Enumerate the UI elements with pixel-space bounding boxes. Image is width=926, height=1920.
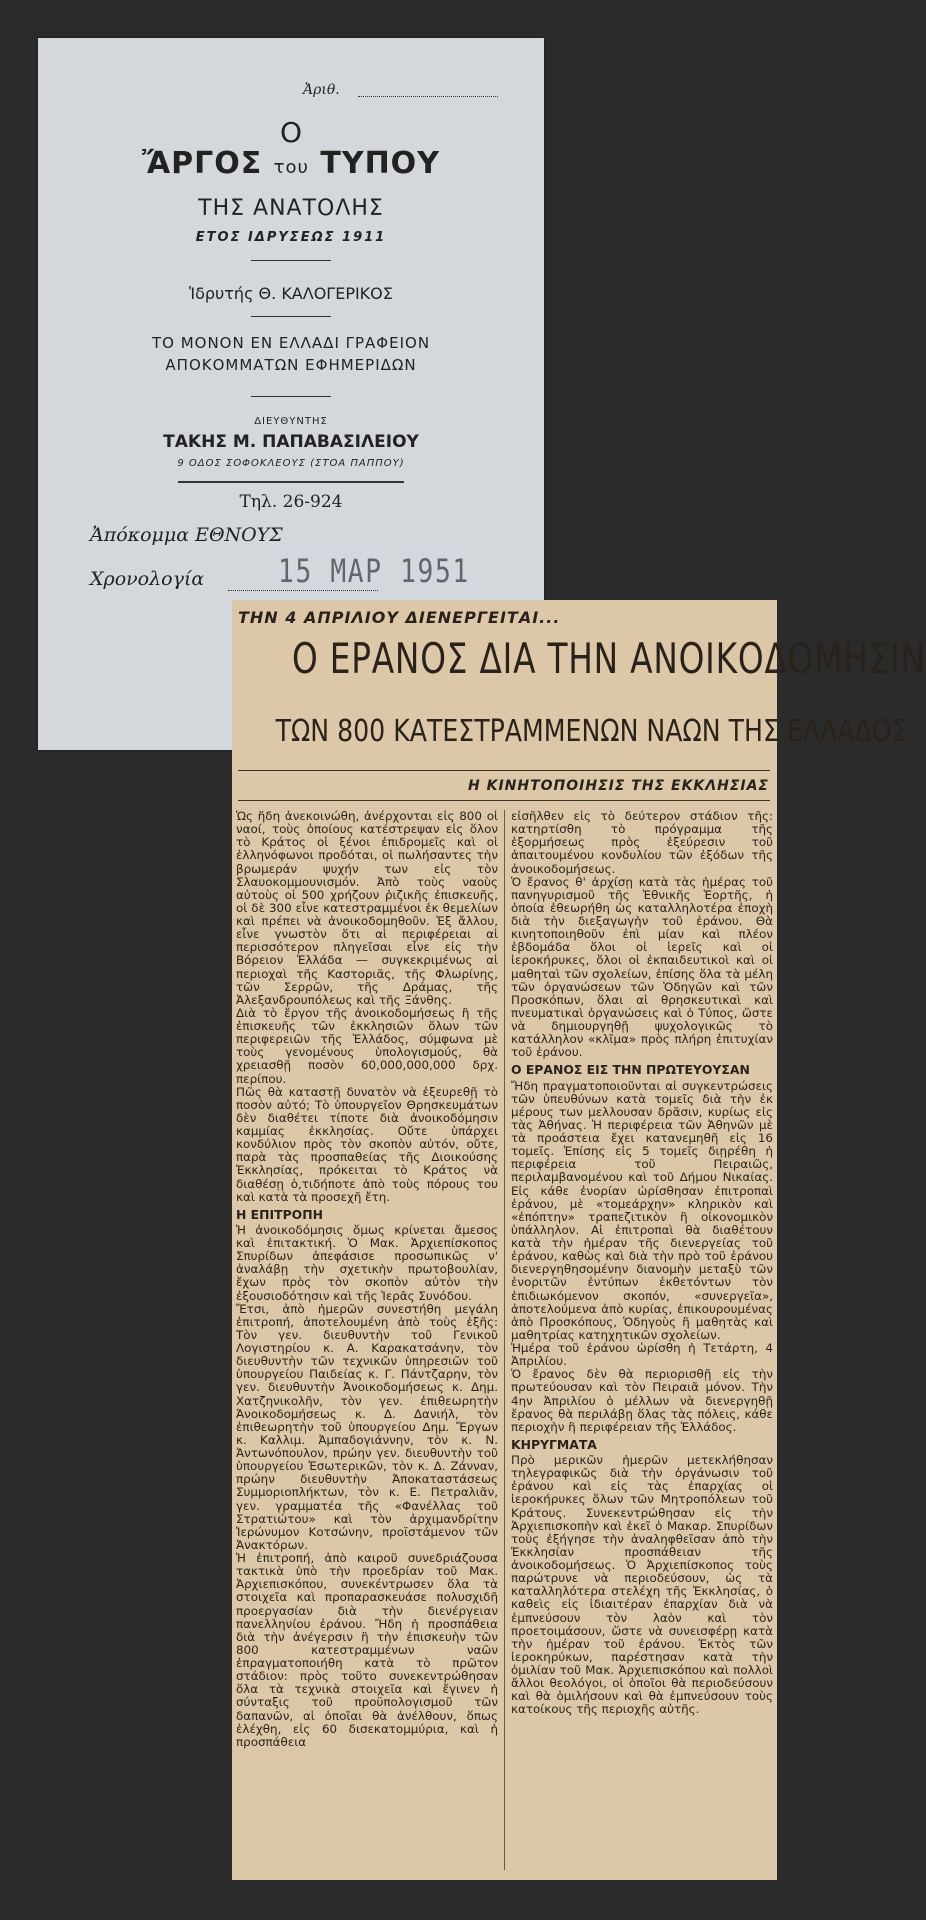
bureau-description-2: ΑΠΟΚΟΜΜΑΤΩΝ ΕΦΗΜΕΡΙΔΩΝ <box>165 356 417 374</box>
clipping-source: Ἀπόκομμα ΕΘΝΟΥΣ <box>90 524 283 546</box>
masthead-title <box>38 146 544 181</box>
paragraph: Ἡμέρα τοῦ ἐράνου ὡρίσθη ἡ Τετάρτη, 4 Ἀπριλίου. <box>511 1341 773 1369</box>
paragraph: εἰσῆλθεν εἰς τὸ δεύτερον στάδιον τῆς: κατηρτίσθη τὸ πρόγραμμα τῆς ἐξορμήσεως πρὸς ἐξεύρεσιν τοῦ ἀπαιτουμένου κονδυλίου τῶν ἐξόδων τῆς ἀνοικοδομήσεως. <box>511 809 773 876</box>
paragraph: Ἤδη πραγματοποιοῦνται αἱ συγκεντρώσεις τῶν ὑπευθύνων κατὰ τομεῖς διὰ τὴν ἐκ μέρους των μελλουσαν δρᾶσιν, κυρίως εἰς τὰς Ἀθήνας. Ἡ περιφέρεια τῶν Ἀθηνῶν μὲ τὰ προάστεια ἔχει κατανεμηθῆ εἰς 16 τομεῖς. Ἐπίσης εἰς 5 τομεῖς διῃρέθη ἡ περιφέρεια τοῦ Πειραιῶς, περιλαμβανομένου καὶ τοῦ Δήμου Νικαίας. Εἰς κάθε ἐνορίαν ὡρίσθησαν ἐπιτροπαὶ ἐράνου, μὲ «τομεάρχην» κληρικὸν καὶ «ἐπόπτην» τραπεζιτικὸν ἢ οἰκονομικὸν ὑπάλληλον. Αἱ ἐπιτροπαὶ θὰ διαθέτουν κατὰ τὴν ἡμέραν τῆς διενεργείας τοῦ ἐράνου, καθὼς καὶ διὰ τὴν πρὸ τοῦ ἐράνου διενεργηθησομένην διανομὴν μεταξὺ τῶν ἐνοριτῶν ἐντύπων ἐκθετόντων τὸν ἐπιδιωκόμενον σκοπόν, «συνεργεῖα», ἀποτελούμενα ἀπὸ κυρίας, ἐπικουρουμένας ἀπὸ Προσκόπους, Ὁδηγοὺς ἢ μαθητὰς καὶ μαθητρίας κατηχητικῶν σχολείων. <box>511 1078 773 1342</box>
telephone: Τηλ. 26-924 <box>239 492 343 512</box>
paragraph: Ἡ ἐπιτροπή, ἀπὸ καιροῦ συνεδριάζουσα τακτικὰ ὑπὸ τὴν προεδρίαν τοῦ Μακ. Ἀρχιεπισκόπου, συνεκέντρωσεν ὅλα τὰ στοιχεῖα καὶ προπαρασκευάσε πολυσχιδῆ προεργασίαν διὰ τὴν διενέργειαν πανελληνίου ἐράνου. Ἤδη ἡ προσπάθεια διὰ τὴν ἀνέγερσιν ἢ τὴν ἐπισκευὴν τῶν 800 κατεστραμμένων ναῶν ἐπραγματοποιήθη κατὰ τὸ πρῶτον στάδιον: πρὸς τοῦτο συνεκεντρώθησαν ὅλα τὰ τεχνικὰ στοιχεῖα καὶ ἔγινεν ἡ σύνταξις τοῦ προϋπολογισμοῦ τῶν δαπανῶν, αἱ ὁποῖαι θὰ ἀνέλθουν, ὅπως ἐλέχθη, εἰς 60 δισεκατομμύρια, καὶ ἡ προσπάθεια <box>236 1551 498 1749</box>
masthead-subtitle: ΤΗΣ ΑΝΑΤΟΛΗΣ <box>198 196 384 221</box>
section-heading: ΚΗΡΥΓΜΑΤΑ <box>511 1436 597 1452</box>
paragraph: Ὁ ἔρανος θ' ἀρχίσῃ κατὰ τὰς ἡμέρας τοῦ πανηγυρισμοῦ τῆς Ἐθνικῆς Ἑορτῆς, ἡ ὁποία ἐθεωρήθη ὡς καταλληλοτέρα ἐποχὴ διὰ τὴν διεξαγωγὴν τοῦ ἐράνου. Θὰ κινητοποιηθοῦν ἐπὶ μίαν καὶ πλέον ἑβδομάδα ὅλοι οἱ ἱερεῖς καὶ οἱ ἱεροκήρυκες, ὅλοι οἱ ἐκπαιδευτικοὶ καὶ οἱ μαθηταὶ τῶν σχολείων, ἐπίσης ὅλα τὰ μέλη τῶν ὀργανώσεων τῶν Ὁδηγῶν καὶ τῶν Προσκόπων, ὅλαι αἱ θρησκευτικαὶ καὶ πνευματικαὶ ὀργανώσεις καὶ ὁ Τύπος, ὥστε νὰ δημιουργηθῇ ψυχολογικῶς τὸ κατάλληλον «κλῖμα» πρὸς πλήρη ἐπιτυχίαν τοῦ ἐράνου. <box>511 874 773 1060</box>
article-kicker: ΤΗΝ 4 ΑΠΡΙΛΙΟΥ ΔΙΕΝΕΡΓΕΙΤΑΙ... <box>238 608 561 627</box>
newspaper-clipping <box>232 600 926 1880</box>
short-divider <box>251 396 331 397</box>
article-subhead: Η ΚΙΝΗΤΟΠΟΙΗΣΙΣ ΤΗΣ ΕΚΚΛΗΣΙΑΣ <box>468 778 769 794</box>
article-headline-2: ΤΩΝ 800 ΚΑΤΕΣΤΡΑΜΜΕΝΩΝ ΝΑΩΝ ΤΗΣ ΕΛΛΑΔΟΣ <box>275 714 908 749</box>
founding-year: ΕΤΟΣ ΙΔΡΥΣΕΩΣ 1911 <box>195 230 387 245</box>
article-column-left <box>236 810 498 1749</box>
masthead-title-part2: ΤΥΠΟΥ <box>320 146 440 181</box>
article-column-right <box>511 810 773 1717</box>
short-divider <box>251 316 331 317</box>
section-heading: Ο ΕΡΑΝΟΣ ΕΙΣ ΤΗΝ ΠΡΩΤΕΥΟΥΣΑΝ <box>511 1062 750 1078</box>
headline-rule <box>238 770 770 771</box>
date-dotted-line <box>228 590 378 591</box>
number-label: Ἀριθ. <box>303 82 340 98</box>
short-divider <box>251 260 331 261</box>
paragraph: Ὡς ἤδη ἀνεκοινώθη, ἀνέρχονται εἰς 800 οἱ ναοί, τοὺς ὁποίους κατέστρεψαν εἰς ὅλον τὸ Κράτος οἱ ξένοι ἐπιδρομεῖς καὶ οἱ ἑλληνόφωνοι προδόται, οἱ πωλήσαντες τὴν βρωμεράν ψυχήν των εἰς τὸν Σλαυοκομμουνισμόν. Ἀπὸ τοὺς ναοὺς αὐτοὺς οἱ 500 χρήζουν ῥιζικῆς ἐπισκευῆς, οἱ δὲ 300 εἶνε κατεστραμμένοι ἐκ θεμελίων καὶ πρέπει νὰ ἀνοικοδομηθοῦν. Ἐξ ἄλλου, εἶνε γνωστὸν ὅτι αἱ περιφέρειαι αἱ περισσότερον πληγεῖσαι εἶνε εἰς τὴν Βόρειον Ἑλλάδα — συγκεκριμένως αἱ περιοχαὶ τῆς Καστοριᾶς, τῆς Φλωρίνης, τῶν Σερρῶν, τῆς Δράμας, τῆς Ἀλεξανδρουπόλεως καὶ τῆς Ξάνθης. <box>236 809 498 1007</box>
date-stamp: 15 ΜΑΡ 1951 <box>278 552 470 590</box>
column-rule <box>504 810 505 1870</box>
paragraph: Πρὸ μερικῶν ἡμερῶν μετεκλήθησαν τηλεγραφικῶς διὰ τὴν ὀργάνωσιν τοῦ ἐράνου καὶ εἰς τὰς ἐπαρχίας οἱ ἱεροκήρυκες ὅλων τῶν Μητροπόλεων τοῦ Κράτους. Συνεκεντρώθησαν εἰς τὴν Ἀρχιεπισκοπὴν καὶ ἐκεῖ ὁ Μακαρ. Σπυρίδων τοὺς ἐξήγησε τὴν ἀναληφθεῖσαν ἀπὸ τὴν Ἐκκλησίαν προσπάθειαν τῆς ἀνοικοδομήσεως. Ὁ Ἀρχιεπίσκοπος τοὺς παρώτρυνε νὰ περιοδεύσουν, ὡς τὰ καταλληλότερα στελέχη τῆς Ἐκκλησίας, ὁ καθεὶς εἰς ἰδιαιτέραν ἐπαρχίαν διὰ νὰ ἐμπνεύσουν τὸν λαὸν καὶ τὸν προετοιμάσουν, ὥστε νὰ συνεισφέρῃ κατὰ τὴν ἡμέραν τοῦ ἐράνου. Ἐκτὸς τῶν ἱεροκηρύκων, παρέστησαν κατὰ τὴν ὁμιλίαν τοῦ Μακ. Ἀρχιεπισκόπου καὶ πολλοὶ ἄλλοι θεολόγοι, οἱ ὁποῖοι θὰ περιοδεύσουν καὶ θὰ ὁμιλήσουν καὶ θὰ ἐμπνεύσουν τοὺς κατοίκους τῆς περιοχῆς αὐτῆς. <box>511 1453 773 1717</box>
director-name: ΤΑΚΗΣ Μ. ΠΑΠΑΒΑΣΙΛΕΙΟΥ <box>163 432 419 452</box>
bureau-description-1: ΤΟ ΜΟΝΟΝ ΕΝ ΕΛΛΑΔΙ ΓΡΑΦΕΙΟΝ <box>151 334 431 352</box>
paragraph: Διὰ τὸ ἔργον τῆς ἀνοικοδομήσεως ἢ τῆς ἐπισκευῆς τῶν ἐκκλησιῶν ὅλων τῶν περιφερειῶν τῆς Ἑλλάδος, σύμφωνα μὲ τοὺς γενομένους ὑπολογισμούς, θὰ χρειασθῇ ποσὸν 60,000,000,000 δρχ. περίπου. <box>236 1005 498 1086</box>
address: 9 ΟΔΟΣ ΣΟΦΟΚΛΕΟΥΣ (ΣΤΟΑ ΠΑΠΠΟΥ) <box>177 458 405 469</box>
section-heading: Η ΕΠΙΤΡΟΠΗ <box>236 1206 323 1222</box>
masthead-article: Ο <box>279 116 303 149</box>
subhead-rule <box>238 800 770 801</box>
paragraph: Ἡ ἀνοικοδόμησις ὅμως κρίνεται ἄμεσος καὶ ἐπιτακτική. Ὁ Μακ. Ἀρχιεπίσκοπος Σπυρίδων ἀπεφάσισε προσωπικῶς ν' ἀναλάβῃ τὴν σχετικὴν πρωτοβουλίαν, ἔχων πρὸς τὸν σκοπὸν αὐτὸν τὴν ἐξουσιοδότησιν καὶ τῆς Ἱερᾶς Συνόδου. <box>236 1222 498 1303</box>
date-label: Χρονολογία <box>90 568 205 590</box>
director-label: ΔΙΕΥΘΥΝΤΗΣ <box>254 416 328 427</box>
number-dotted-line <box>358 96 498 97</box>
masthead-title-tou: του <box>273 157 309 178</box>
founder-line: Ἱδρυτής Θ. ΚΑΛΟΓΕΡΙΚΟΣ <box>189 284 393 303</box>
masthead-title-part1: ἌΡΓΟΣ <box>142 146 263 181</box>
long-divider <box>178 481 404 483</box>
paragraph: Ὁ ἔρανος δὲν θὰ περιορισθῇ εἰς τὴν πρωτεύουσαν καὶ τὸν Πειραιᾶ μόνον. Τὴν 4ην Ἀπριλίου ὁ μέλλων νὰ διενεργηθῇ ἔρανος θὰ περιλάβῃ ὅλας τὰς πόλεις, κάθε περιοχὴν ἢ περιφέρειαν τῆς Ἑλλάδος. <box>511 1367 773 1434</box>
article-headline-1: Ο ΕΡΑΝΟΣ ΔΙΑ ΤΗΝ ΑΝΟΙΚΟΔΟΜΗΣΙΝ <box>291 634 926 683</box>
paragraph: Ἔτσι, ἀπὸ ἡμερῶν συνεστήθη μεγάλη ἐπιτροπή, ἀποτελουμένη ἀπὸ τοὺς ἑξῆς: Τὸν γεν. διευθυντὴν τοῦ Γενικοῦ Λογιστηρίου κ. Α. Καρακατσάνην, τὸν διευθυντὴν τῶν τεχνικῶν ὑπηρεσιῶν τοῦ ὑπουργείου Παιδείας κ. Γ. Πάντζαρην, τὸν γεν. διευθυντὴν Ἀνοικοδομήσεως κ. Δημ. Χατζηνικολῆν, τὸν γεν. ἐπιθεωρητὴν Ἀνοικοδομήσεως κ. Δ. Δανιήλ, τὸν ἐπιθεωρητὴν τοῦ ὑπουργείου Δημ. Ἔργων κ. Καλλιμ. Ἀμπαδογιάννην, τὸν κ. Ν. Ἀντωνόπουλον, πρώην γεν. διευθυντὴν τοῦ ὑπουργείου Ἐσωτερικῶν, τὸν κ. Δ. Ζάνναν, πρώην διευθυντὴν Ἀποκαταστάσεως Συμμοριοπλήκτων, τὸν κ. Ε. Πετραλιᾶν, γεν. γραμματέα τῆς «Φανέλλας τοῦ Στρατιώτου» καὶ τὸν ἀρχιμανδρίτην Ἱερώνυμον Κοτσώνην, προϊστάμενον τῶν Ἀνακτόρων. <box>236 1301 498 1552</box>
paragraph: Πῶς θὰ καταστῇ δυνατὸν νὰ ἐξευρεθῇ τὸ ποσὸν αὐτό; Τὸ ὑπουργεῖον Θρησκευμάτων δὲν διαθέτει τίποτε διὰ ἀνοικοδόμησιν καμμίας ἐκκλησίας. Οὔτε ὑπάρχει κονδύλιον πρὸς τὸν σκοπὸν αὐτόν, οὔτε, παρὰ τὰς προσπαθείας τῆς Διοικούσης Ἐκκλησίας, πρόκειται τὸ Κράτος νὰ διαθέσῃ ὁ,τιδήποτε ἀπὸ τοὺς πόρους του καὶ κατὰ τὰ προσεχῆ ἔτη. <box>236 1084 498 1204</box>
